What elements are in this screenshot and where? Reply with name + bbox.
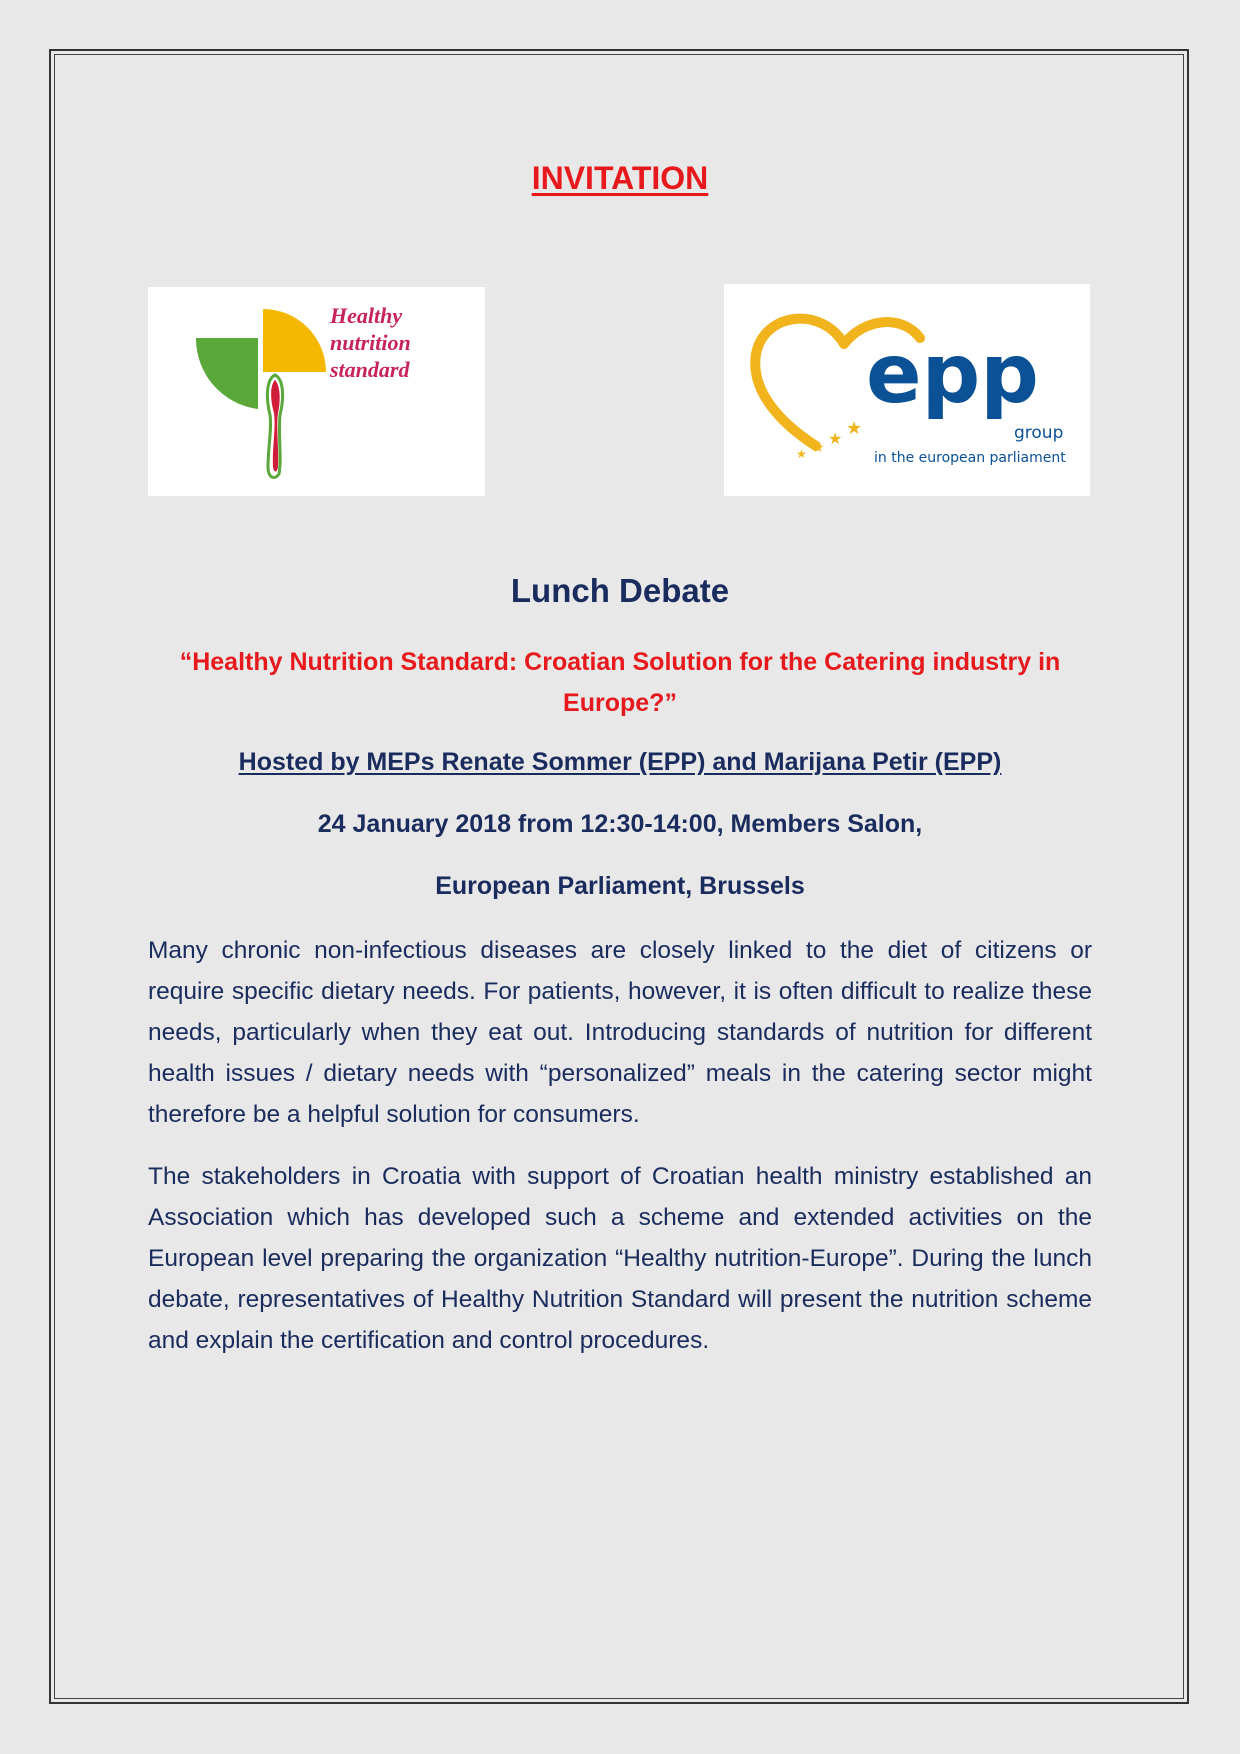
epp-group-logo [724,284,1090,496]
epp-group-label: group [1014,423,1064,443]
hns-logo-text-1: Healthy [330,303,403,328]
body-paragraph: The stakeholders in Croatia with support of Croatian health ministry established an Association which has developed such a scheme and extended activities on the European level preparing the organization “Healthy nutrition-Europe”. During the lunch debate, representatives of Healthy Nutrition Standard will present the nutrition scheme and explain the certification and control procedures. [148,1163,1092,1354]
event-subtitle: “Healthy Nutrition Standard: Croatian Solution for the Catering industry in Europe?” [179,648,1061,717]
epp-wordmark: epp [866,327,1040,422]
healthy-nutrition-standard-logo [148,287,485,496]
epp-logo-graphic [724,284,1090,496]
body-paragraph: Many chronic non-infectious diseases are closely linked to the diet of citizens or require specific dietary needs. For patients, however, it is often difficult to realize these needs, particularly when they eat out. Introducing standards of nutrition for different health issues / dietary needs with “personalized” meals in the catering sector might therefore be a helpful solution for consumers. [148,937,1092,1128]
invitation-title: INVITATION [531,160,709,196]
hosted-by-line: Hosted by MEPs Renate Sommer (EPP) and Marijana Petir (EPP) [238,748,1002,776]
hns-green-shape [196,338,258,409]
epp-heart-left [755,319,844,446]
hns-logo-graphic [148,287,485,496]
event-heading: Lunch Debate [510,572,730,609]
event-place-line: European Parliament, Brussels [435,872,805,900]
event-date-line: 24 January 2018 from 12:30-14:00, Members Salon, [317,810,923,838]
hns-yellow-shape [263,309,326,372]
epp-star-icon: ★ [828,429,843,448]
hns-logo-text-2: nutrition [330,330,411,355]
epp-star-icon: ★ [846,418,863,439]
hns-logo-text-3: standard [330,357,410,382]
epp-tagline: in the european parliament [874,450,1066,466]
epp-star-icon: ★ [796,447,807,461]
epp-star-icon: ★ [812,440,825,456]
